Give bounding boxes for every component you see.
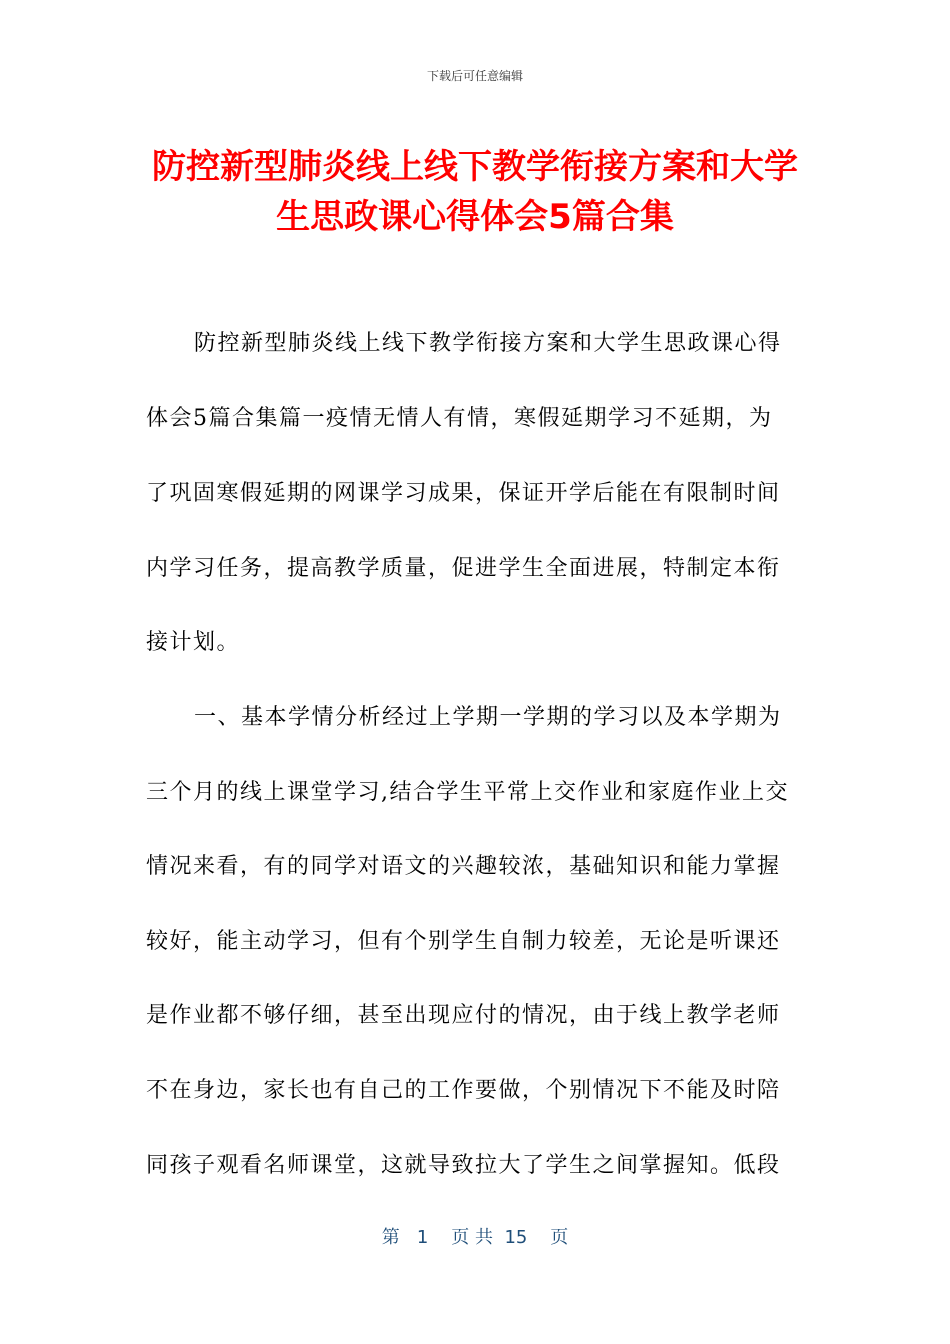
header-note: 下载后可任意编辑: [426, 69, 523, 83]
body-line-1: 防控新型肺炎线上线下教学衔接方案和大学生思政课心得: [194, 331, 782, 356]
footer-middle: 页 共: [451, 1227, 493, 1248]
title-line-2: 生思政课心得体会5篇合集: [276, 197, 674, 237]
document-title: [0, 142, 950, 242]
body-line-2: 体会5篇合集篇一疫情无情人有情，寒假延期学习不延期，为: [146, 406, 773, 431]
title-line-1: 防控新型肺炎线上线下教学衔接方案和大学: [152, 147, 798, 187]
body-line-11: 不在身边，家长也有自己的工作要做，个别情况下不能及时陪: [146, 1078, 781, 1103]
body-line-7: 三个月的线上课堂学习,结合学生平常上交作业和家庭作业上交: [146, 780, 789, 805]
footer-current-page: 1: [416, 1227, 429, 1248]
body-line-6: 一、基本学情分析经过上学期一学期的学习以及本学期为: [194, 705, 782, 730]
body-line-9: 较好，能主动学习，但有个别学生自制力较差，无论是听课还: [146, 929, 781, 954]
body-line-4: 内学习任务，提高教学质量，促进学生全面进展，特制定本衔: [146, 556, 781, 581]
footer-prefix: 第: [381, 1227, 400, 1248]
body-line-8: 情况来看，有的同学对语文的兴趣较浓，基础知识和能力掌握: [146, 854, 781, 879]
body-line-10: 是作业都不够仔细，甚至出现应付的情况，由于线上教学老师: [146, 1003, 781, 1028]
footer-suffix: 页: [550, 1227, 569, 1248]
body-line-5: 接计划。: [146, 630, 241, 655]
footer-total-pages: 15: [504, 1227, 528, 1248]
body-line-3: 了巩固寒假延期的网课学习成果，保证开学后能在有限制时间: [146, 481, 781, 506]
body-line-12: 同孩子观看名师课堂，这就导致拉大了学生之间掌握知。低段: [146, 1153, 781, 1178]
page-footer: [0, 1226, 950, 1250]
